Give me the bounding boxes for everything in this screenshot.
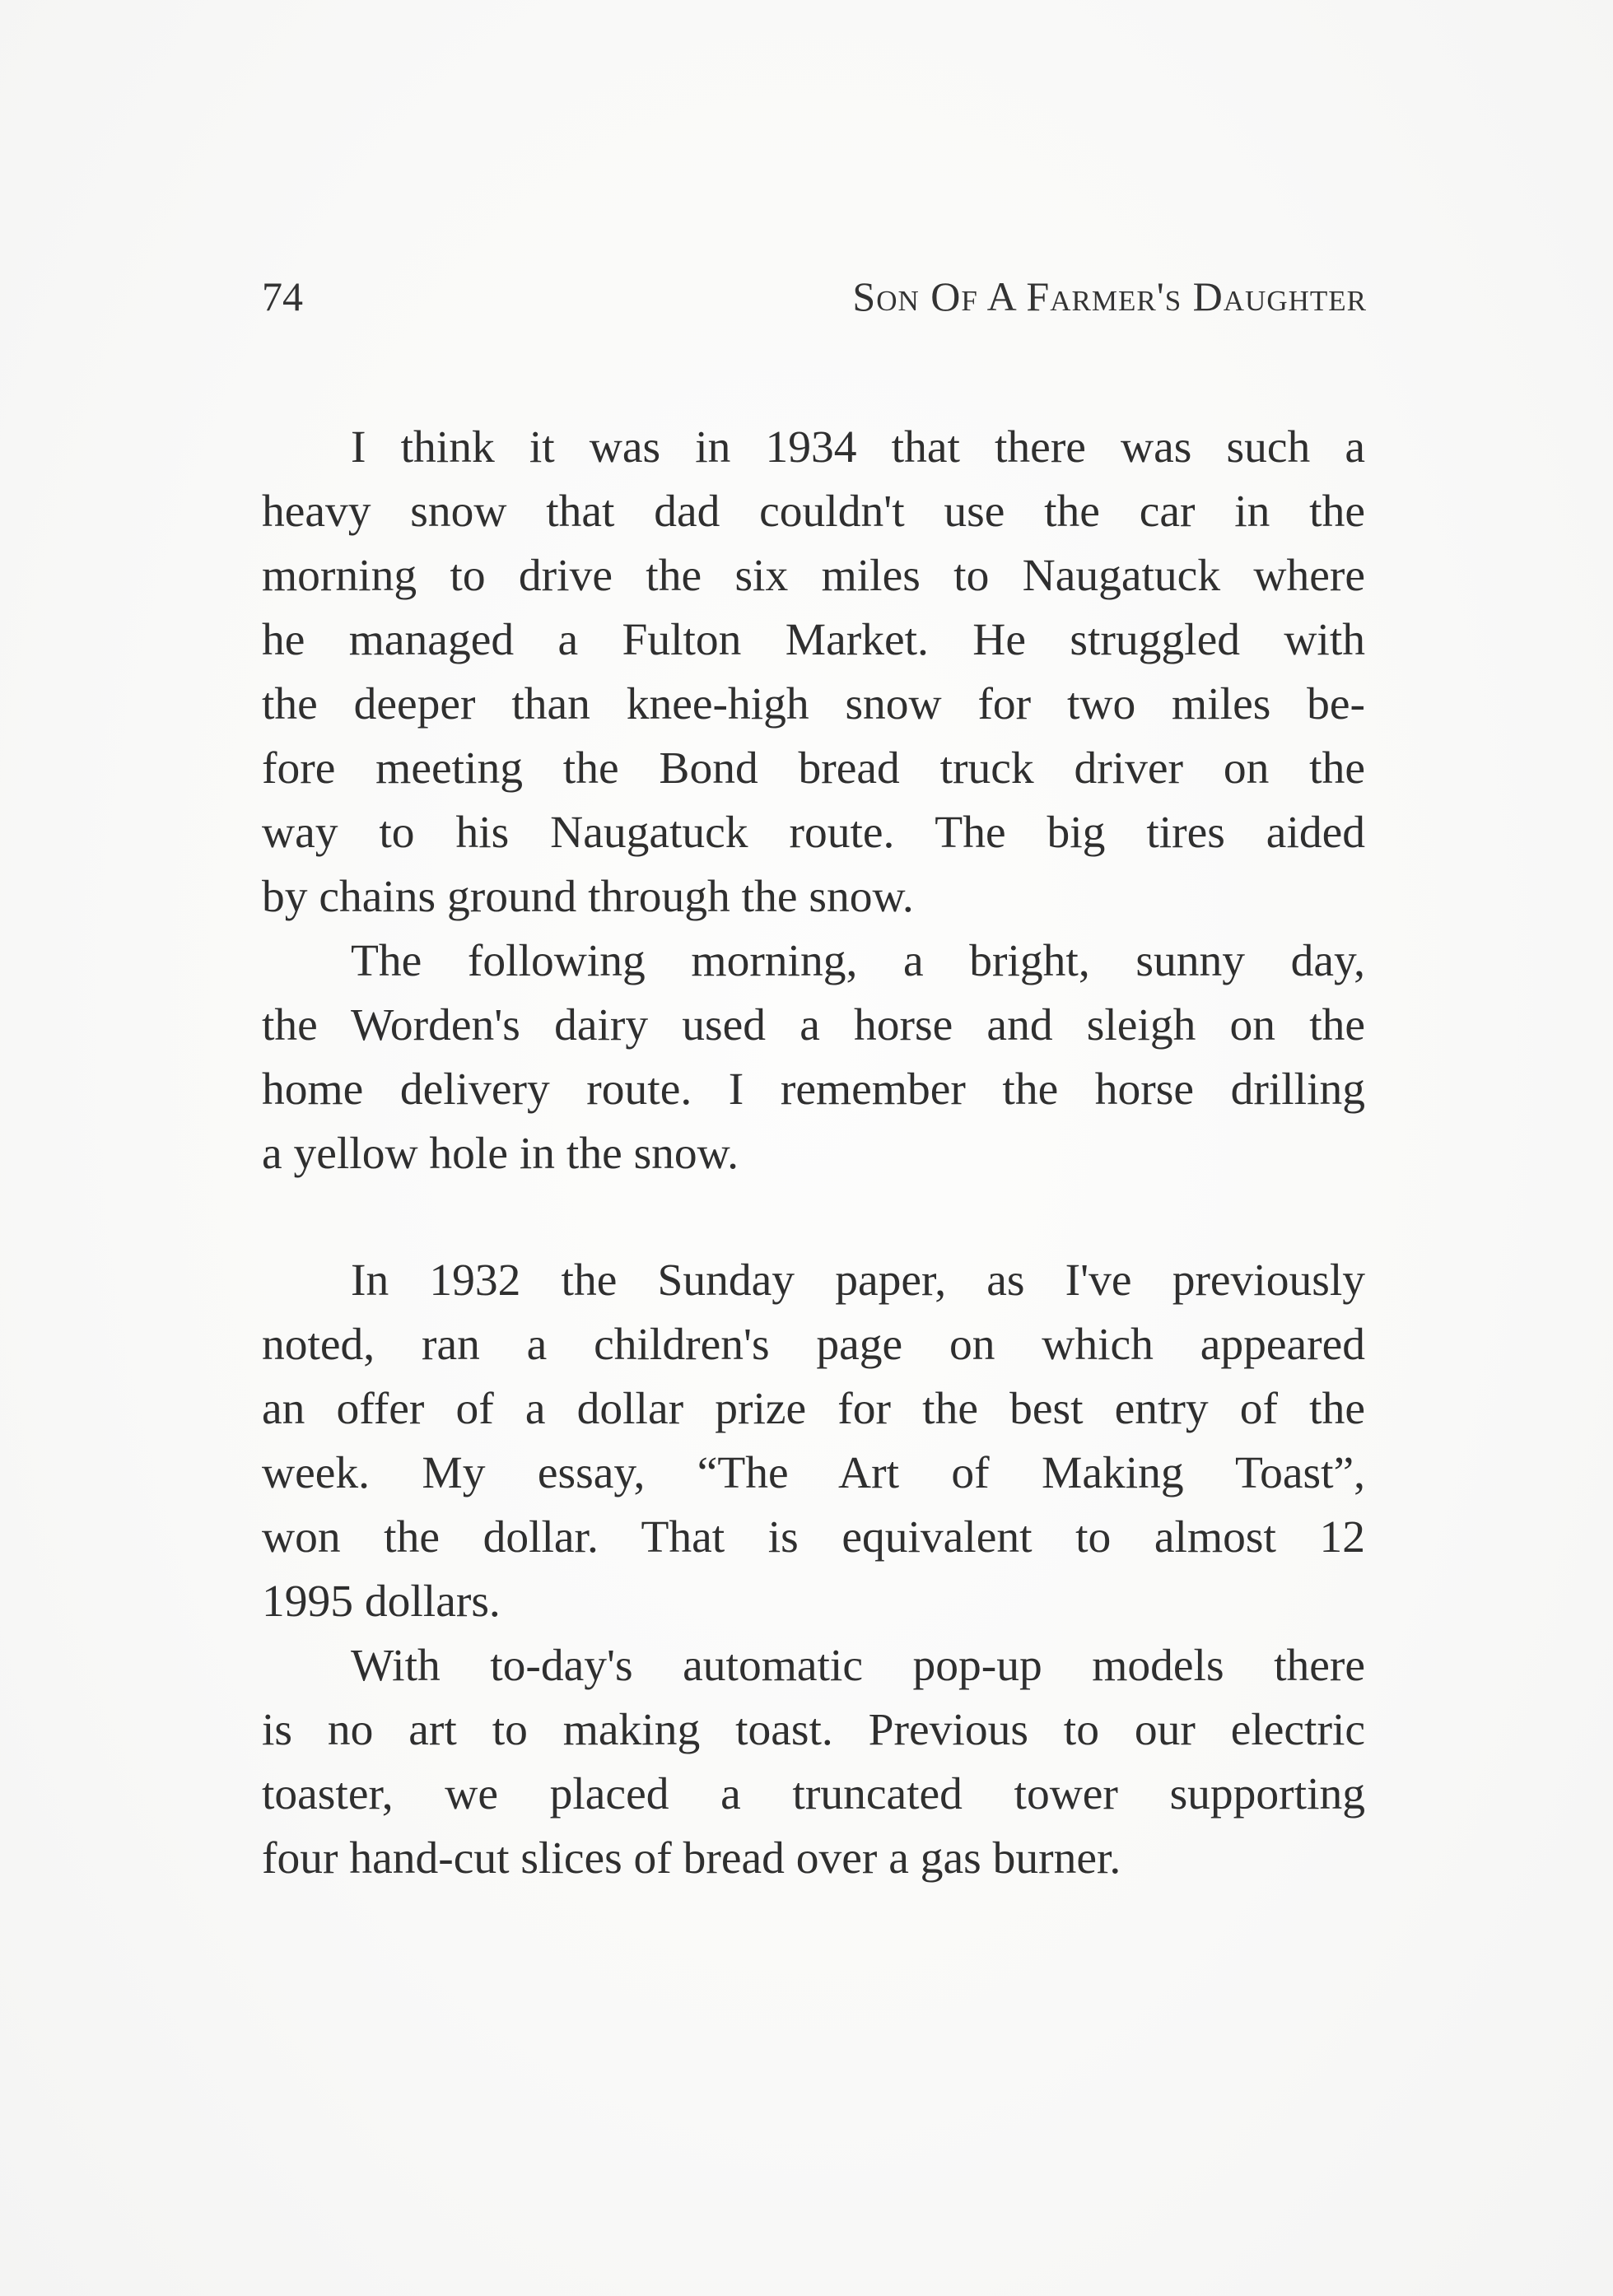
text-line: fore meeting the Bond bread truck driver on the — [262, 743, 1365, 794]
text-line: 1995 dollars. — [262, 1576, 501, 1627]
text-line: The following morning, a bright, sunny day, — [351, 936, 1365, 986]
text-line: an offer of a dollar prize for the best entry of the — [262, 1384, 1365, 1434]
text-line: home delivery route. I remember the horse drilling — [262, 1064, 1365, 1115]
text-line: way to his Naugatuck route. The big tires aided — [262, 808, 1365, 858]
text-line: is no art to making toast. Previous to our electric — [262, 1705, 1365, 1755]
text-line: With to-day's automatic pop-up models there — [351, 1641, 1365, 1691]
text-line: In 1932 the Sunday paper, as I've previously — [351, 1255, 1365, 1306]
text-line: noted, ran a children's page on which appeared — [262, 1320, 1365, 1370]
text-line: won the dollar. That is equivalent to almost 12 — [262, 1512, 1365, 1562]
text-line: four hand-cut slices of bread over a gas burner. — [262, 1833, 1121, 1884]
text-line: toaster, we placed a truncated tower supporting — [262, 1769, 1365, 1819]
running-head — [262, 268, 1367, 325]
running-title: Son Of A Farmer's Daughter — [852, 273, 1367, 319]
text-line: heavy snow that dad couldn't use the car in the — [262, 487, 1365, 537]
text-line: a yellow hole in the snow. — [262, 1129, 739, 1179]
text-line: week. My essay, “The Art of Making Toast”, — [262, 1448, 1365, 1498]
text-line: morning to drive the six miles to Naugatuck where — [262, 551, 1365, 601]
text-line: the Worden's dairy used a horse and sleigh on the — [262, 1000, 1365, 1050]
text-line: the deeper than knee-high snow for two miles be- — [262, 679, 1365, 729]
text-line: he managed a Fulton Market. He struggled with — [262, 615, 1365, 665]
page-number: 74 — [262, 273, 303, 319]
text-line: by chains ground through the snow. — [262, 872, 914, 922]
text-line: I think it was in 1934 that there was such a — [351, 422, 1365, 473]
